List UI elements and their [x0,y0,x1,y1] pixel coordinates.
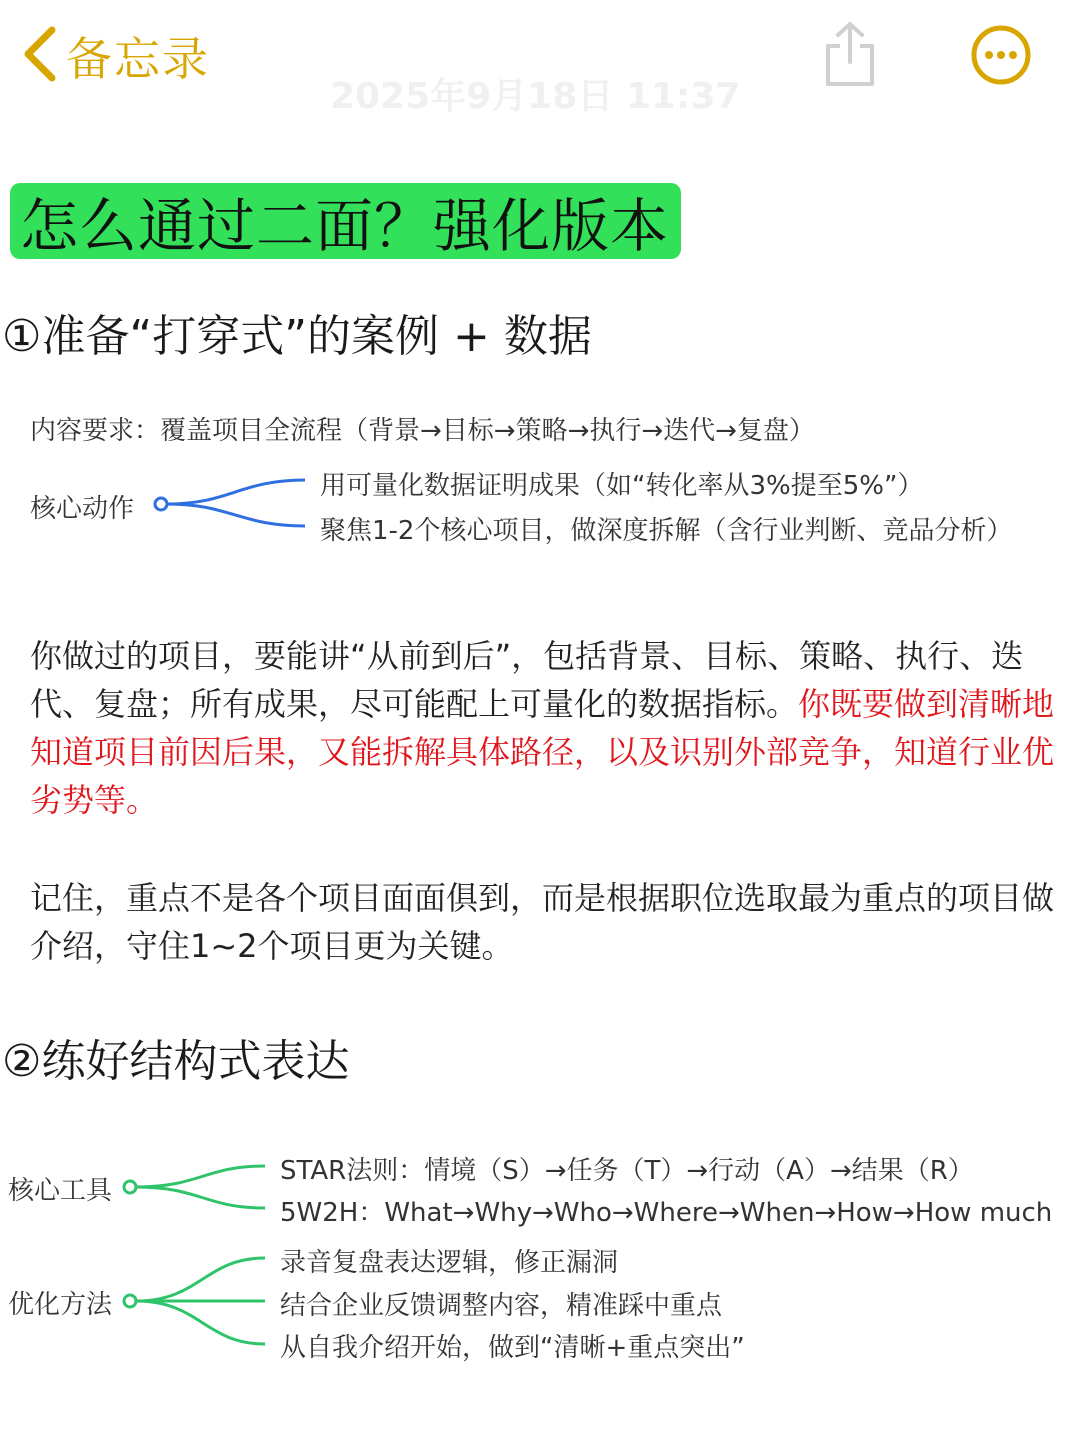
optimization-item: 从自我介绍开始，做到“清晰+重点突出” [280,1333,745,1363]
paragraph-1-text: 你做过的项目，要能讲“从前到后”，包括背景、目标、策略、执行、迭代、复盘；所有成果，尽可能配上可量化的数据指标。 [30,637,1024,723]
back-label: 备忘录 [66,32,210,86]
core-action-node [155,498,167,510]
core-tools-label: 核心工具 [8,1176,113,1206]
date-watermark: 2025年9月18日 11:37 [330,76,741,117]
core-action-branch-1 [167,480,305,504]
optimization-branch-3 [136,1301,265,1344]
core-action-item: 用可量化数据证明成果（如“转化率从3%提至5%”） [320,471,924,501]
core-action-branch-2 [167,504,305,526]
section-1-heading: ①准备“打穿式”的案例 + 数据 [2,311,592,362]
optimization-node [124,1295,136,1307]
section-2-heading: ②练好结构式表达 [2,1036,350,1087]
paragraph-1-highlight: 你既要做到清晰地知道项目前因后果，又能拆解具体路径，以及识别外部竞争，知道行业优劣势等。 [30,685,1055,819]
note-title: 怎么通过二面？强化版本 [20,192,670,260]
content-requirement: 内容要求：覆盖项目全流程（背景→目标→策略→执行→迭代→复盘） [30,416,815,446]
paragraph-2: 记住，重点不是各个项目面面俱到，而是根据职位选取最为重点的项目做介绍，守住1~2个项目更为关键。 [30,879,1055,965]
core-action-item: 聚焦1-2个核心项目，做深度拆解（含行业判断、竞品分析） [320,516,1013,546]
paragraph-1 [30,632,1055,824]
optimization-item: 结合企业反馈调整内容，精准踩中重点 [280,1291,723,1321]
core-tools-item: 5W2H：What→Why→Who→Where→When→How→How much [280,1198,1053,1228]
core-tools-branch-2 [136,1187,265,1208]
core-tools-node [124,1181,136,1193]
core-tools-item: STAR法则：情境（S）→任务（T）→行动（A）→结果（R） [280,1156,974,1186]
optimization-item: 录音复盘表达逻辑，修正漏洞 [280,1248,619,1278]
core-tools-branch-1 [136,1166,265,1187]
core-action-label: 核心动作 [30,494,135,524]
optimization-label: 优化方法 [8,1290,113,1320]
optimization-branch-1 [136,1258,265,1301]
